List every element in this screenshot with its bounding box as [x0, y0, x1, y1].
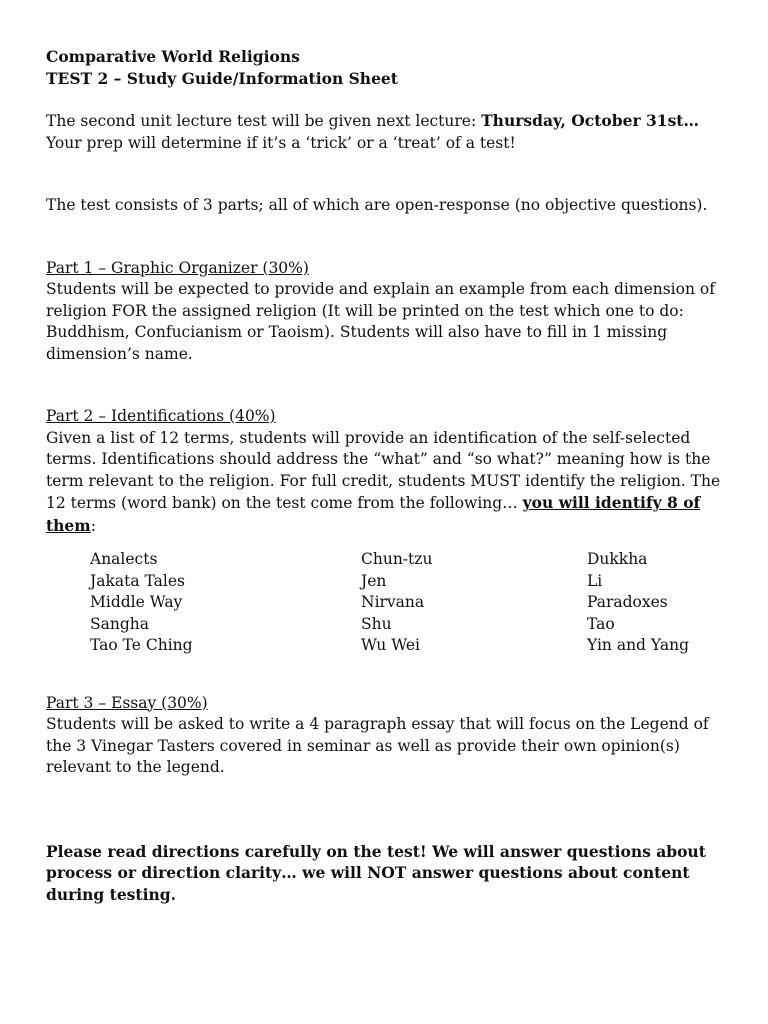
- term-item: Sangha: [90, 614, 149, 633]
- term-item: Middle Way: [90, 593, 183, 611]
- part2-body-tail: :: [90, 516, 96, 535]
- term-item: Shu: [361, 614, 392, 633]
- part3-section: [46, 693, 736, 779]
- term-item: Tao: [587, 614, 615, 633]
- spacer: [46, 217, 736, 258]
- spacer: [46, 89, 736, 110]
- part2-section: [46, 406, 736, 537]
- part2-body-lead: Given a list of 12 terms, students will provide an identification of the self-selected terms. Identifications should address the “what” and “so what?” meaning how is the term relevant to the religion. For full credit, students MUST identify the religion. The 12 terms (word bank) on the test come from the following…: [46, 428, 721, 512]
- part1-body: Students will be expected to provide and explain an example from each dimension of religion FOR the assigned religion (It will be printed on the test which one to do: Buddhism, Confucianism or Taoism). Students will also have to fill in 1 missing dimension’s name.: [46, 280, 715, 363]
- course-title: Comparative World Religions: [46, 47, 300, 66]
- term-item: Jakata Tales: [90, 571, 185, 590]
- intro-paragraph: [46, 110, 736, 154]
- closing-note: Please read directions carefully on the test! We will answer questions about process or direction clarity… we will NOT answer questions about content during testing.: [46, 841, 706, 904]
- part1-heading: Part 1 – Graphic Organizer (30%): [46, 258, 309, 277]
- part3-heading: Part 3 – Essay (30%): [46, 693, 208, 712]
- part3-body: Students will be asked to write a 4 paragraph essay that will focus on the Legend of the 3 Vinegar Tasters covered in seminar as well as provide their own opinion(s) relevant to the legend.: [46, 715, 709, 776]
- test-date: Thursday, October 31st…: [481, 111, 699, 130]
- term-column-1: [90, 549, 361, 657]
- term-item: Wu Wei: [361, 636, 421, 654]
- test-title: TEST 2 – Study Guide/Information Sheet: [46, 68, 398, 88]
- term-item: Jen: [361, 571, 387, 590]
- structure-note: The test consists of 3 parts; all of which are open-response (no objective questions).: [46, 196, 708, 214]
- term-item: Li: [587, 571, 603, 590]
- term-item: Tao Te Ching: [90, 636, 193, 654]
- part1-section: [46, 258, 736, 366]
- term-column-2: [361, 549, 587, 657]
- term-item: Chun-tzu: [361, 550, 433, 568]
- term-item: Nirvana: [361, 593, 425, 611]
- term-item: Paradoxes: [587, 593, 668, 611]
- intro-lead: The second unit lecture test will be given next lecture:: [46, 112, 482, 130]
- term-word-bank: [90, 549, 736, 657]
- part2-heading: Part 2 – Identifications (40%): [46, 407, 276, 425]
- document-page: [46, 46, 736, 905]
- term-item: Dukkha: [587, 550, 648, 568]
- spacer: [46, 365, 736, 406]
- spacer: [46, 657, 736, 693]
- term-item: Analects: [90, 550, 158, 568]
- spacer: [46, 779, 736, 841]
- term-item: Yin and Yang: [587, 636, 690, 654]
- term-column-3: [587, 549, 727, 657]
- intro-tail: Your prep will determine if it’s a ‘trick’ or a ‘treat’ of a test!: [46, 133, 516, 152]
- spacer: [46, 154, 736, 195]
- part2-body-emphasis: you will identify 8 of them: [46, 493, 701, 535]
